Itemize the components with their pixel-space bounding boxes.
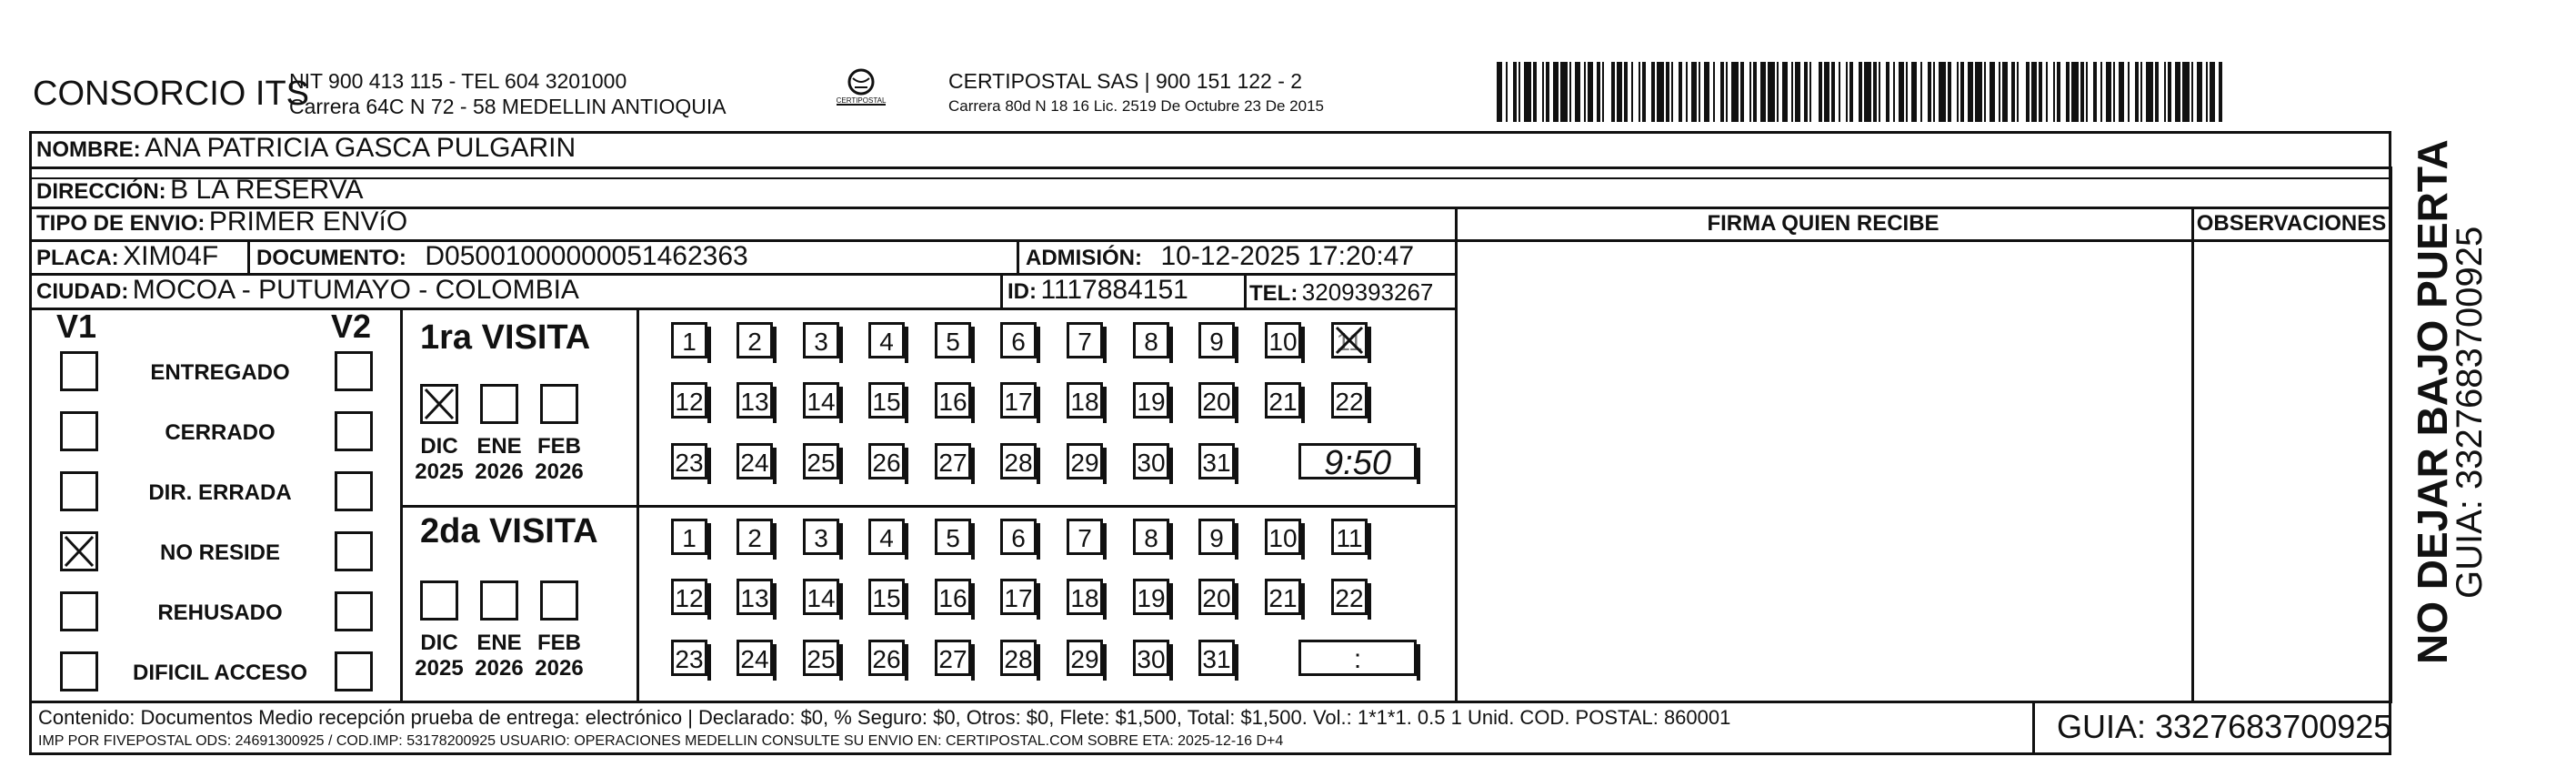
tel-field (1249, 278, 1433, 307)
v1-checkbox[interactable] (60, 531, 98, 571)
v2-checkbox[interactable] (335, 651, 373, 691)
month-name: DIC (420, 434, 458, 459)
month-name: DIC (420, 631, 458, 655)
day-box[interactable]: 18 (1067, 382, 1103, 419)
day-box[interactable]: 27 (935, 640, 971, 676)
observaciones-label: OBSERVACIONES (2196, 211, 2387, 236)
month-checkbox[interactable] (420, 580, 458, 621)
day-box[interactable]: 1 (671, 322, 707, 358)
ciudad-label: CIUDAD: (36, 279, 129, 304)
company-name: CONSORCIO ITS (33, 75, 310, 113)
day-box[interactable]: 8 (1133, 322, 1169, 358)
day-box[interactable]: 15 (868, 382, 905, 419)
visit2-title: 2da VISITA (420, 512, 598, 550)
month-label (532, 434, 586, 485)
day-box[interactable]: 25 (803, 640, 839, 676)
footer-guia: GUIA: 3327683700925 (2057, 708, 2392, 745)
month-label (532, 631, 586, 681)
side-warning: NO DEJAR BAJO PUERTA (2409, 139, 2456, 664)
day-box[interactable]: 7 (1067, 322, 1103, 358)
month-checkbox[interactable] (420, 384, 458, 424)
ciudad-field (36, 275, 579, 306)
day-box[interactable]: 18 (1067, 579, 1103, 615)
month-label (412, 434, 466, 485)
day-box[interactable]: 30 (1133, 443, 1169, 479)
day-box[interactable]: 29 (1067, 443, 1103, 479)
day-box[interactable]: 5 (935, 322, 971, 358)
day-box[interactable]: 29 (1067, 640, 1103, 676)
tipo-envio-field (36, 207, 407, 237)
direccion-field (36, 175, 363, 206)
day-box[interactable]: 31 (1198, 443, 1235, 479)
documento-field (256, 241, 748, 272)
month-year: 2026 (475, 459, 524, 484)
day-box[interactable]: 19 (1133, 579, 1169, 615)
day-box[interactable]: 12 (671, 382, 707, 419)
admision-field (1026, 241, 1414, 272)
month-name: ENE (476, 631, 522, 655)
day-box[interactable]: 30 (1133, 640, 1169, 676)
placa-value: XIM04F (123, 241, 219, 271)
month-label (412, 631, 466, 681)
side-guia: GUIA: 3327683700925 (2450, 226, 2490, 599)
company-address-line: Carrera 64C N 72 - 58 MEDELLIN ANTIOQUIA (289, 95, 727, 118)
month-label (472, 631, 526, 681)
day-box[interactable]: 21 (1265, 579, 1301, 615)
v2-checkbox[interactable] (335, 351, 373, 391)
v2-label: V2 (331, 308, 372, 345)
firma-label: FIRMA QUIEN RECIBE (1707, 211, 1940, 236)
day-box[interactable]: 2 (737, 519, 773, 555)
documento-value: D05001000000051462363 (425, 241, 748, 271)
day-box[interactable]: 14 (803, 579, 839, 615)
day-box[interactable]: 31 (1198, 640, 1235, 676)
day-box[interactable]: 13 (737, 382, 773, 419)
day-box[interactable]: 7 (1067, 519, 1103, 555)
day-box[interactable]: 22 (1331, 382, 1368, 419)
day-box[interactable]: 6 (1000, 322, 1037, 358)
tel-label: TEL: (1249, 281, 1298, 306)
month-label (472, 434, 526, 485)
status-label: DIR. ERRADA (148, 480, 292, 505)
v2-checkbox[interactable] (335, 471, 373, 511)
day-box[interactable]: 24 (737, 443, 773, 479)
admision-label: ADMISIÓN: (1026, 246, 1142, 270)
month-name: FEB (537, 631, 581, 655)
day-box[interactable]: 28 (1000, 443, 1037, 479)
month-checkbox[interactable] (480, 384, 518, 424)
day-box[interactable]: 19 (1133, 382, 1169, 419)
carrier-name-line: CERTIPOSTAL SAS | 900 151 122 - 2 (948, 69, 1303, 93)
v2-checkbox[interactable] (335, 591, 373, 631)
month-name: FEB (537, 434, 581, 459)
day-box[interactable]: 13 (737, 579, 773, 615)
day-box[interactable]: 27 (935, 443, 971, 479)
barcode-graphic (1497, 62, 2224, 122)
day-box[interactable]: 26 (868, 640, 905, 676)
status-label: DIFICIL ACCESO (132, 661, 307, 685)
month-checkbox[interactable] (540, 384, 578, 424)
month-checkbox[interactable] (480, 580, 518, 621)
day-box[interactable]: 12 (671, 579, 707, 615)
day-box[interactable]: 17 (1000, 382, 1037, 419)
day-box[interactable]: 4 (868, 519, 905, 555)
month-checkbox[interactable] (540, 580, 578, 621)
day-box[interactable]: 23 (671, 443, 707, 479)
check-x-icon (423, 387, 456, 421)
day-box[interactable]: 20 (1198, 382, 1235, 419)
v2-checkbox[interactable] (335, 531, 373, 571)
day-box[interactable]: 23 (671, 640, 707, 676)
day-box[interactable]: 28 (1000, 640, 1037, 676)
tipo-envio-label: TIPO DE ENVIO: (36, 211, 205, 236)
documento-label: DOCUMENTO: (256, 246, 406, 270)
status-label: REHUSADO (157, 600, 283, 625)
check-x-icon (63, 534, 95, 569)
status-label: NO RESIDE (159, 540, 281, 565)
v1-checkbox[interactable] (60, 411, 98, 451)
day-box[interactable]: 4 (868, 322, 905, 358)
day-box[interactable]: 14 (803, 382, 839, 419)
visit1-title: 1ra VISITA (420, 318, 591, 357)
company-nit-line: NIT 900 413 115 - TEL 604 3201000 (289, 69, 627, 93)
day-box[interactable]: 16 (935, 382, 971, 419)
day-box[interactable]: 24 (737, 640, 773, 676)
day-box[interactable]: 2 (737, 322, 773, 358)
day-box[interactable]: 20 (1198, 579, 1235, 615)
carrier-logo (829, 67, 893, 113)
v2-checkbox[interactable] (335, 411, 373, 451)
status-label: CERRADO (165, 420, 276, 445)
day-box[interactable]: 3 (803, 519, 839, 555)
tipo-envio-value: PRIMER ENVíO (208, 207, 408, 237)
footer-content-line: Contenido: Documentos Medio recepción prueba de entrega: electrónico | Declarado: $0, % Seguro: $0, Otros: $0, Flete: $1,500, Total: $1,500. Vol.: 1*1*1. 0.5 1 Unid. COD. POSTAL: 860001 (38, 706, 1731, 729)
day-box[interactable]: 1 (671, 519, 707, 555)
nombre-value: ANA PATRICIA GASCA PULGARIN (145, 133, 576, 163)
admision-value: 10-12-2025 17:20:47 (1160, 241, 1415, 271)
day-box[interactable]: 10 (1265, 322, 1301, 358)
day-box[interactable]: 9 (1198, 519, 1235, 555)
day-box[interactable]: 26 (868, 443, 905, 479)
nombre-label: NOMBRE: (36, 137, 141, 162)
month-year: 2026 (535, 656, 584, 681)
month-year: 2025 (415, 656, 464, 681)
ciudad-value: MOCOA - PUTUMAYO - COLOMBIA (132, 275, 579, 305)
placa-field (36, 241, 218, 272)
status-label: ENTREGADO (150, 360, 290, 385)
footer-print-line: IMP POR FIVEPOSTAL ODS: 24691300925 / COD.IMP: 53178200925 USUARIO: OPERACIONES MEDELLIN CONSULTE SU ENVIO EN: CERTIPOSTAL.COM SOBRE ETA: 2025-12-16 D+4 (38, 733, 1284, 749)
day-box[interactable]: 6 (1000, 519, 1037, 555)
day-box[interactable] (1331, 322, 1368, 358)
month-year: 2026 (475, 656, 524, 681)
carrier-address-line: Carrera 80d N 18 16 Lic. 2519 De Octubre 23 De 2015 (948, 97, 1324, 115)
day-number: 11 (1336, 328, 1363, 356)
time-box[interactable]: : (1298, 640, 1417, 676)
tel-value: 3209393267 (1301, 278, 1434, 306)
day-box[interactable]: 25 (803, 443, 839, 479)
day-box[interactable]: 10 (1265, 519, 1301, 555)
v1-label: V1 (56, 308, 97, 345)
day-box[interactable]: 3 (803, 322, 839, 358)
month-year: 2026 (535, 459, 584, 484)
time-box[interactable]: 9:50 (1298, 443, 1417, 479)
day-box[interactable]: 22 (1331, 579, 1368, 615)
day-box[interactable]: 17 (1000, 579, 1037, 615)
day-box[interactable]: 9 (1198, 322, 1235, 358)
day-box[interactable]: 21 (1265, 382, 1301, 419)
day-box[interactable]: 15 (868, 579, 905, 615)
month-name: ENE (476, 434, 522, 459)
month-year: 2025 (415, 459, 464, 484)
direccion-label: DIRECCIÓN: (36, 179, 166, 204)
carrier-logo-icon (829, 67, 893, 113)
day-box[interactable]: 16 (935, 579, 971, 615)
v1-checkbox[interactable] (60, 471, 98, 511)
v1-checkbox[interactable] (60, 651, 98, 691)
carrier-logo-text: CERTIPOSTAL (836, 96, 887, 105)
id-field (1007, 275, 1188, 306)
nombre-field (36, 133, 576, 164)
id-value: 1117884151 (1040, 275, 1188, 305)
barcode (1497, 62, 2224, 122)
id-label: ID: (1007, 279, 1037, 304)
day-box[interactable]: 11 (1331, 519, 1368, 555)
placa-label: PLACA: (36, 246, 119, 270)
day-box[interactable]: 8 (1133, 519, 1169, 555)
direccion-value: B LA RESERVA (170, 175, 364, 205)
v1-checkbox[interactable] (60, 351, 98, 391)
v1-checkbox[interactable] (60, 591, 98, 631)
day-box[interactable]: 5 (935, 519, 971, 555)
